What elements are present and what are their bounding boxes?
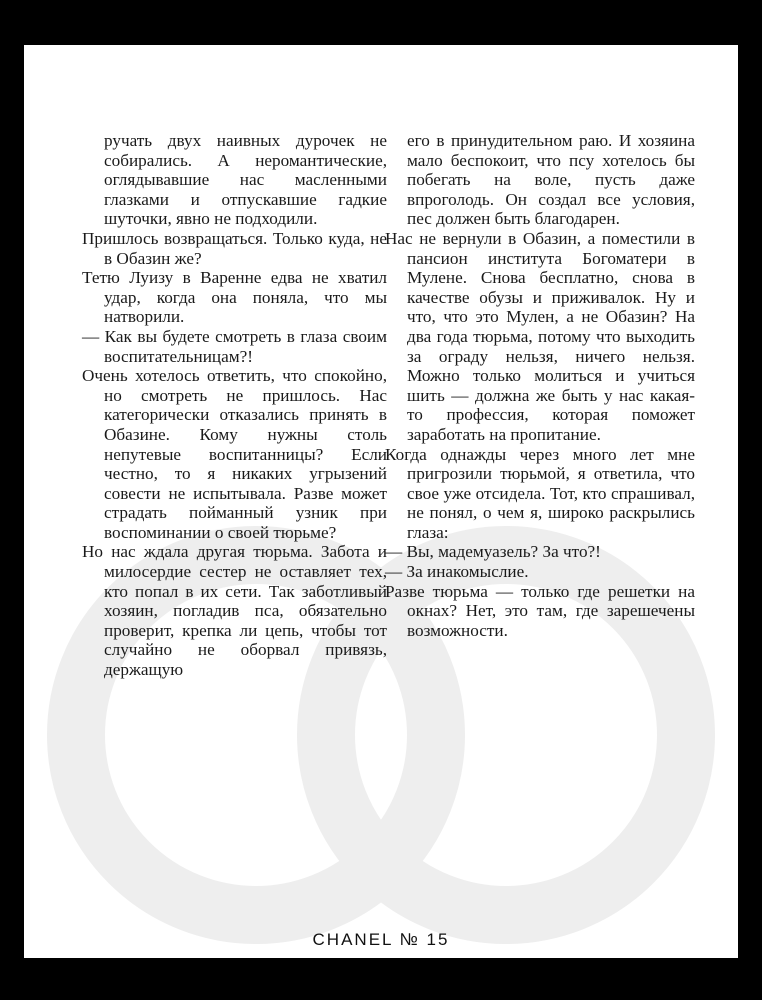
paragraph: Тетю Луизу в Варенне едва не хватил удар, когда она поняла, что мы натворили.	[82, 268, 387, 327]
paragraph: Очень хотелось ответить, что спокойно, но смотреть не пришлось. Нас категорически отказались принять в Обазине. Кому нужны столь непутевые воспитанницы? Если честно, то я никаких угрызений совести не испытывала. Разве может страдать пойманный узник при воспоминании о своей тюрьме?	[82, 366, 387, 542]
paragraph: Разве тюрьма — только где решетки на окнах? Нет, это там, где зарешечены возможности.	[385, 581, 695, 640]
paragraph: — Как вы будете смотреть в глаза своим воспитательницам?!	[82, 326, 387, 366]
paragraph: Но нас ждала другая тюрьма. Забота и милосердие сестер не оставляет тех, кто попал в их сети. Так заботливый хозяин, погладив пса, обязательно проверит, крепка ли цепь, чтобы тот случайно не оборвал привязь, держащую	[82, 542, 387, 680]
paragraph: ручать двух наивных дурочек не собирались. А неромантические, оглядывавшие нас масленными глазками и отпускавшие гадкие шуточки, явно не подходили.	[104, 131, 387, 229]
page-footer: CHANEL № 15	[312, 930, 450, 949]
left-text-column	[82, 131, 387, 680]
paragraph: Пришлось возвращаться. Только куда, не в Обазин же?	[82, 228, 387, 268]
right-text-column	[385, 131, 695, 640]
paragraph: — За инакомыслие.	[385, 562, 529, 582]
paragraph: — Вы, мадемуазель? За что?!	[385, 542, 601, 562]
paragraph: его в принудительном раю. И хозяина мало беспокоит, что псу хотелось бы побегать на воле, пусть даже впроголодь. Он создал все условия, пес должен быть благодарен.	[407, 131, 695, 229]
paragraph: Нас не вернули в Обазин, а поместили в пансион института Богоматери в Мулене. Снова бесплатно, снова в качестве обузы и приживалок. Ну и что, что это Мулен, а не Обазин? На два года тюрьма, потому что выходить за ограду нельзя, ничего нельзя. Можно только молиться и учиться шить — должна же быть у нас какая-то профессия, которая поможет заработать на пропитание.	[385, 228, 695, 444]
paragraph: Когда однажды через много лет мне пригрозили тюрьмой, я ответила, что свое уже отсидела. Тот, кто спрашивал, не понял, о чем я, широко раскрылись глаза:	[385, 444, 695, 542]
book-page	[24, 45, 738, 958]
